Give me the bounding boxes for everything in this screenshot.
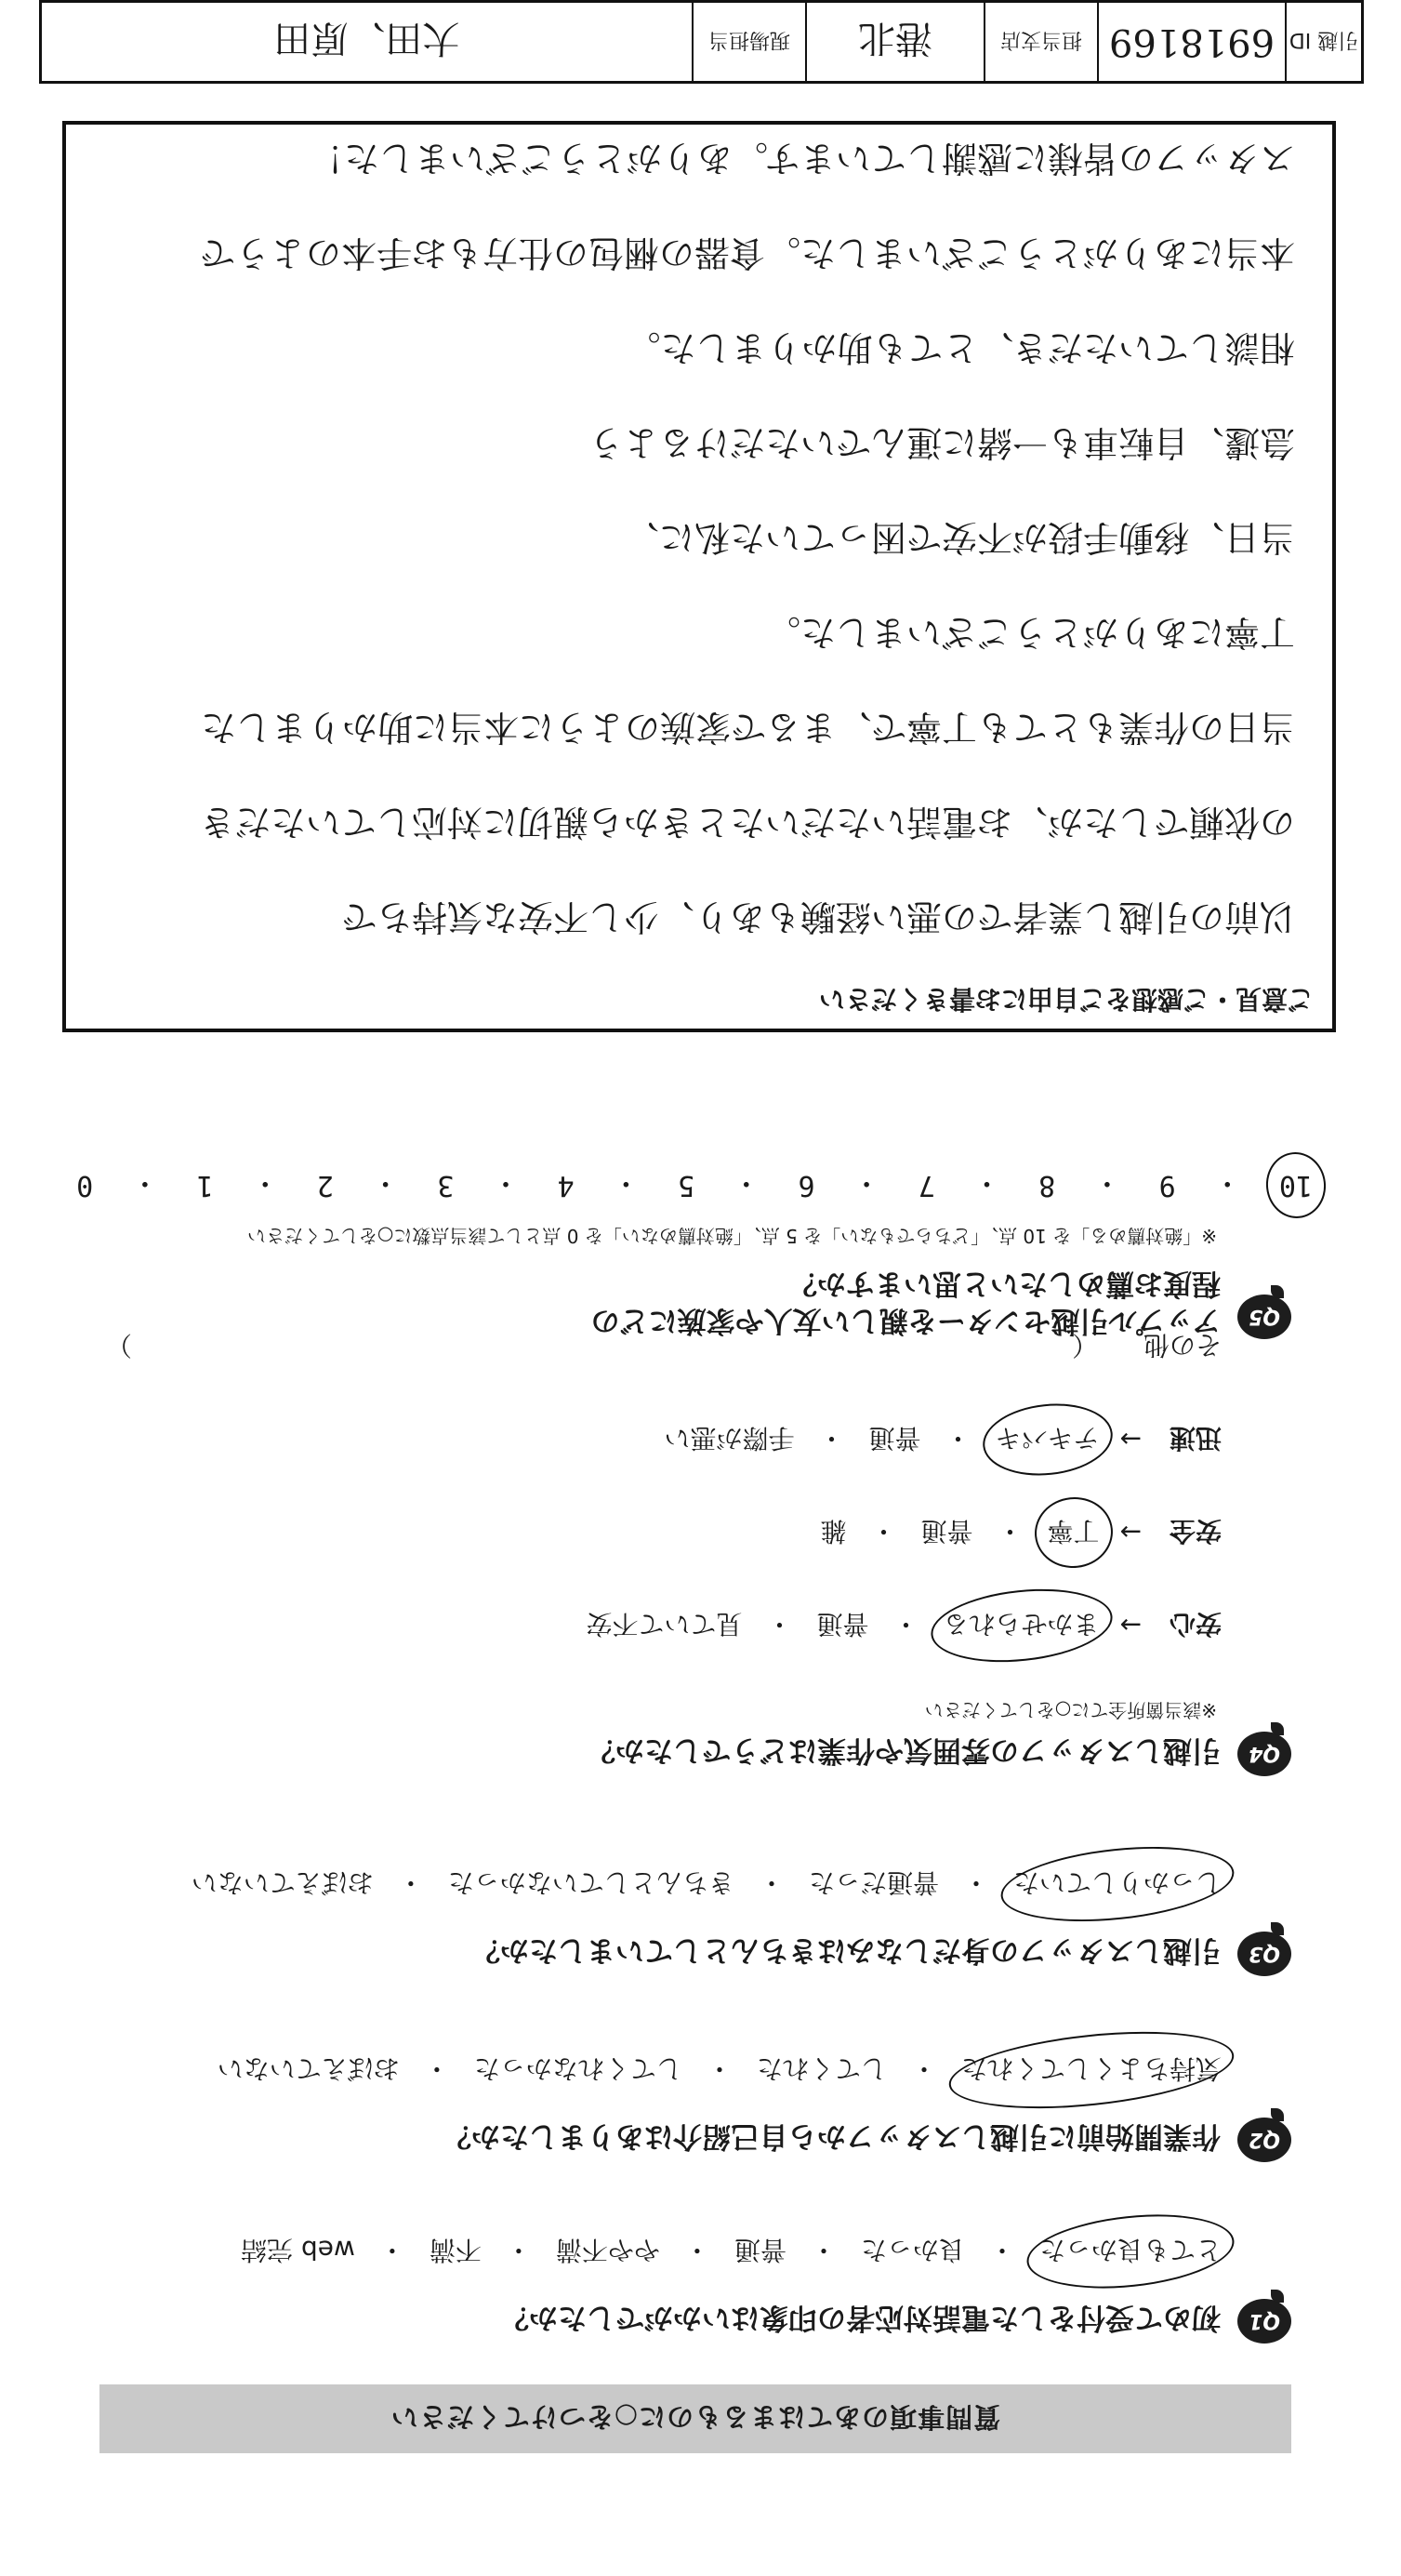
q4-option[interactable]: まかせられる — [944, 1607, 1100, 1644]
instruction-text: 質問事項のあてはまるものに○をつけてください — [390, 2401, 1001, 2434]
q1-option[interactable]: 良かった — [860, 2235, 965, 2265]
question-q5 — [92, 1224, 1291, 1339]
question-q1: Q1 初めて受付をした電話対応者の印象はいかがでしたか？ とても良かった ・ 良かった ・ 普通 ・ やや不満 ・ 不満 ・ web 完結 — [92, 2233, 1291, 2348]
comment-line: の依頼でしたが、お電話いただいたときから親切に対応していただき — [199, 801, 1295, 843]
q4-row-jinsoku: 迅速 → テキパキ ・ 普通 ・ 手際が悪い — [92, 1393, 1222, 1486]
q4-option[interactable]: 丁寧 — [1048, 1514, 1100, 1551]
q4-row-anshin: 安心 → まかせられる ・ 普通 ・ 見ていて不安 — [92, 1579, 1222, 1672]
scale-option[interactable]: 10 — [1278, 1169, 1313, 1202]
q4-row-anzen: 安全 → 丁寧 ・ 普通 ・ 雑 — [92, 1486, 1222, 1579]
q2-option[interactable]: してくれた — [756, 2053, 887, 2084]
scale-option[interactable]: 6 — [798, 1169, 815, 1202]
staff-label: 現場担当 — [692, 3, 805, 81]
q4-row-label: 迅速 — [1169, 1423, 1222, 1454]
q5-scale: 10 ・ 9 ・ 8 ・ 7 ・ 6 ・ 5 ・ 4 ・ 3 ・ 2 ・ 1 ・ 0 — [76, 1166, 1313, 1202]
q5-badge-icon: Q5 — [1237, 1295, 1291, 1339]
comment-label: ご意見・ご感想をご自由にお書きください — [818, 984, 1314, 1015]
q1-option[interactable]: やや不満 — [555, 2235, 660, 2265]
q2-text: 作業開始前に引越しスタッフから自己紹介はありましたか？ — [443, 2119, 1221, 2154]
comment-line: 本当にありがとうございました。食器の梱包の仕方もお手本のようで — [199, 232, 1295, 273]
q2-badge-icon: Q2 — [1237, 2118, 1291, 2162]
admin-table — [39, 0, 1364, 84]
question-q2: Q2 作業開始前に引越しスタッフから自己紹介はありましたか？ 気持ちよくしてくれた ・ してくれた ・ してくれなかった ・ おぼえていない — [92, 2052, 1291, 2167]
comment-line: 当日の作業もとても丁寧で、まるで家族のように本当に助かりました — [201, 706, 1295, 748]
comment-line: 以前の引越し業者での悪い経験もあり、少し不安な気持ちで — [341, 896, 1295, 937]
id-value[interactable]: 6918169 — [1097, 3, 1285, 81]
q4-other-close: ） — [106, 1330, 133, 1361]
comment-line: 相談していただき、とても助かりました。 — [625, 326, 1295, 368]
q4-option[interactable]: 雑 — [820, 1516, 847, 1547]
q4-option[interactable]: 手際が悪い — [664, 1423, 795, 1454]
id-label: 引越 ID — [1285, 3, 1361, 81]
scale-option[interactable]: 5 — [678, 1169, 695, 1202]
scale-option[interactable]: 7 — [918, 1169, 935, 1202]
branch-label: 担当支店 — [984, 3, 1097, 81]
q4-text: 引越しスタッフの雰囲気や作業はどうでしたか？ — [587, 1733, 1221, 1768]
q5-text: アップル引越センターを親しい友人や家族にどの程度お薦めしたいと思いますか？ — [590, 1266, 1221, 1337]
q4-other-open: （ — [1072, 1330, 1099, 1361]
q4-other-label: その他 — [1143, 1330, 1222, 1361]
q3-text: 引越しスタッフの身だしなみはきちんとしていましたか？ — [471, 1933, 1221, 1968]
q5-note: ※「絶対薦める」を 10 点、「どちらでもない」を 5 点、「絶対薦めない」を 0 点として該当点数に○をしてください — [246, 1225, 1217, 1248]
comment-line: 当日、移動手段が不安で困っていた私に、 — [623, 516, 1295, 558]
q4-row-label: 安全 — [1169, 1516, 1222, 1547]
comment-box[interactable] — [62, 121, 1336, 1032]
q2-option[interactable]: してくれなかった — [473, 2053, 682, 2084]
scale-option[interactable]: 3 — [437, 1169, 455, 1202]
comment-line: 丁寧にありがとうございました。 — [764, 611, 1295, 653]
q4-badge-icon: Q4 — [1237, 1732, 1291, 1776]
scale-option[interactable]: 2 — [316, 1169, 334, 1202]
q4-option[interactable]: 普通 — [868, 1423, 921, 1454]
q4-option[interactable]: テキパキ — [996, 1421, 1100, 1458]
arrow-icon: → — [1119, 1610, 1142, 1641]
q2-option[interactable]: おぼえていない — [217, 2053, 400, 2084]
scale-option[interactable]: 1 — [196, 1169, 214, 1202]
scale-option[interactable]: 8 — [1038, 1169, 1056, 1202]
branch-value[interactable]: 港北 — [805, 3, 984, 81]
comment-line: 急遽、自転車も一緒に運んでいただけるよう — [588, 421, 1295, 463]
q1-option[interactable]: 普通 — [734, 2235, 786, 2265]
q4-note: ※該当箇所全てに○をしてください — [924, 1699, 1217, 1721]
q3-option[interactable]: しっかりしていた — [1013, 1866, 1222, 1903]
comment-line: スタッフの皆様に感謝しています。ありがとうございました！ — [309, 137, 1295, 179]
question-q4 — [92, 1300, 1291, 1781]
q3-badge-icon: Q3 — [1237, 1932, 1291, 1976]
q1-option[interactable]: 不満 — [429, 2235, 482, 2265]
q4-row-label: 安心 — [1169, 1609, 1222, 1640]
q2-option[interactable]: 気持ちよくしてくれた — [961, 2052, 1222, 2089]
q4-option[interactable]: 見ていて不安 — [586, 1609, 743, 1640]
q4-option[interactable]: 普通 — [816, 1609, 869, 1640]
q1-option[interactable]: とても良かった — [1039, 2233, 1222, 2270]
q3-option[interactable]: きちんとしていなかった — [447, 1867, 734, 1898]
scale-option[interactable]: 4 — [557, 1169, 575, 1202]
arrow-icon: → — [1119, 1517, 1142, 1548]
scale-option[interactable]: 9 — [1158, 1169, 1176, 1202]
q3-option[interactable]: おぼえていない — [191, 1867, 374, 1898]
q1-text: 初めて受付をした電話対応者の印象はいかがでしたか？ — [500, 2301, 1221, 2335]
question-q3: Q3 引越しスタッフの身だしなみはきちんとしていましたか？ しっかりしていた ・ 普通だった ・ きちんとしていなかった ・ おぼえていない — [92, 1866, 1291, 1981]
q1-option[interactable]: web 完結 — [241, 2235, 355, 2265]
q1-badge-icon: Q1 — [1237, 2299, 1291, 2344]
q4-option[interactable]: 普通 — [920, 1516, 973, 1547]
instruction-band — [99, 2384, 1291, 2453]
q3-option[interactable]: 普通だった — [808, 1867, 939, 1898]
comment-handwriting — [103, 110, 1295, 963]
scale-option[interactable]: 0 — [76, 1169, 94, 1202]
staff-value[interactable]: 大田、原田 — [273, 17, 460, 60]
arrow-icon: → — [1119, 1424, 1142, 1455]
